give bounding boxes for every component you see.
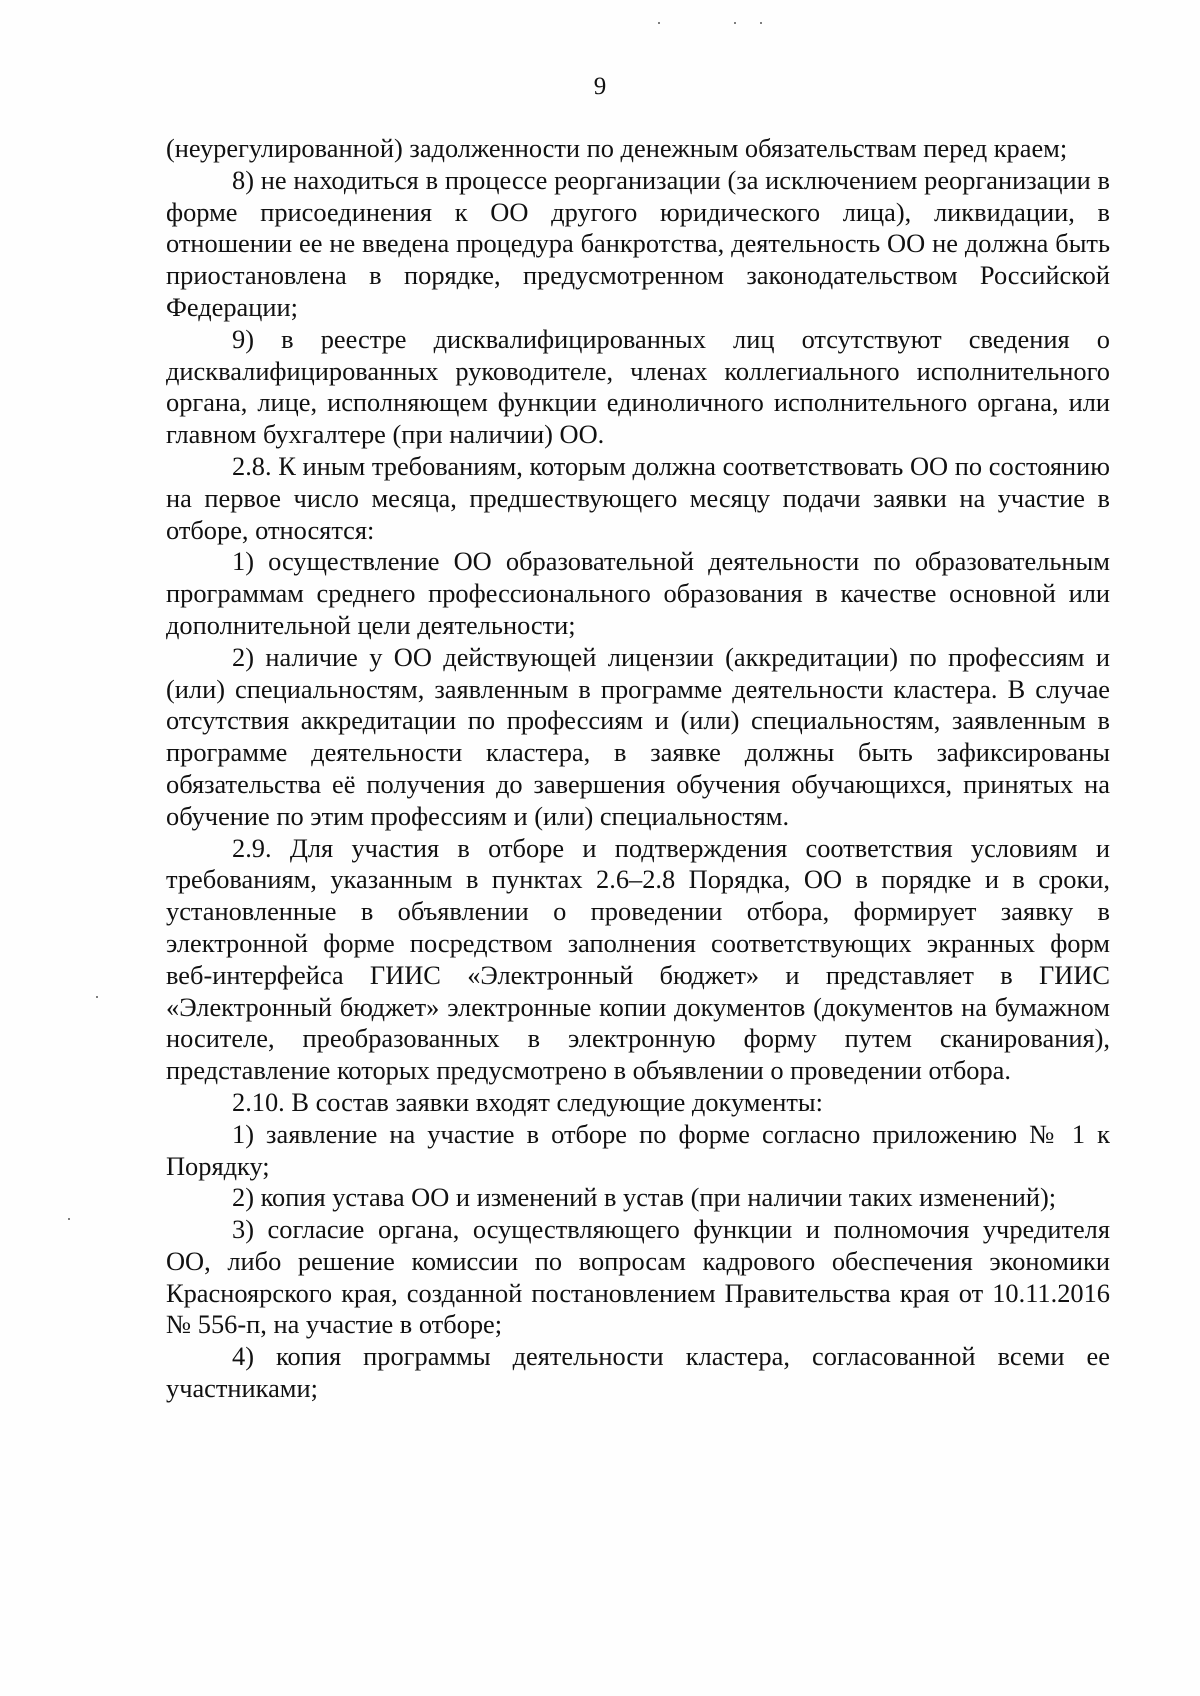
paragraph: 8) не находиться в процессе реорганизации (за исключением реорганизации в форме присоединения к ОО другого юридического лица), ликвидации, в отношении ее не введена процедура банкротства, деятельность ОО не должна быть приостановлена в порядке, предусмотренном законодательством Российской Федерации;: [166, 164, 1110, 322]
paragraph: 2.10. В состав заявки входят следующие документы:: [232, 1086, 823, 1117]
scan-speck: [760, 22, 762, 24]
scan-speck: [96, 996, 98, 998]
paragraph: 1) осуществление ОО образовательной деятельности по образовательным программам среднего профессионального образования в качестве основной или дополнительной цели деятельности;: [166, 546, 1110, 640]
scan-speck: [734, 22, 736, 24]
paragraph: 2) наличие у ОО действующей лицензии (аккредитации) по профессиям и (или) специальностям, заявленным в программе деятельности кластера. В случае отсутствия аккредитации по профессиям и (или) специальностям, заявленным в программе деятельности кластера, в заявке должны быть зафиксированы обязательства её получения до завершения обучения обучающихся, принятых на обучение по этим профессиям и (или) специальностям.: [166, 641, 1110, 831]
paragraph: 9) в реестре дисквалифицированных лиц отсутствуют сведения о дисквалифицированных руководителе, членах коллегиального исполнительного органа, лице, исполняющем функции единоличного исполнительного органа, или главном бухгалтере (при наличии) ОО.: [166, 323, 1110, 450]
paragraph: 2) копия устава ОО и изменений в устав (при наличии таких изменений);: [232, 1182, 1057, 1213]
paragraph: (неурегулированной) задолженности по денежным обязательствам перед краем;: [166, 133, 1068, 163]
paragraph: 3) согласие органа, осуществляющего функции и полномочия учредителя ОО, либо решение комиссии по вопросам кадрового обеспечения экономики Красноярского края, созданной постановлением Правительства края от 10.11.2016 № 556-п, на участие в отборе;: [166, 1214, 1110, 1340]
paragraph: 2.8. К иным требованиям, которым должна соответствовать ОО по состоянию на первое число месяца, предшествующего месяцу подачи заявки на участие в отборе, относятся:: [166, 450, 1110, 545]
scan-speck: [68, 1218, 70, 1220]
scan-speck: [658, 22, 660, 24]
document-body: [166, 133, 1110, 1405]
paragraph: 1) заявление на участие в отборе по форме согласно приложению № 1 к Порядку;: [166, 1118, 1110, 1181]
paragraph: 4) копия программы деятельности кластера, согласованной всеми ее участниками;: [166, 1341, 1110, 1404]
paragraph: 2.9. Для участия в отборе и подтверждения соответствия условиям и требованиям, указанным в пунктах 2.6–2.8 Порядка, ОО в порядке и в сроки, установленные в объявлении о проведении отбора, формирует заявку в электронной форме посредством заполнения соответствующих экранных форм веб-интерфейса ГИИС «Электронный бюджет» и представляет в ГИИС «Электронный бюджет» электронные копии документов (документов на бумажном носителе, преобразованных в электронную форму путем сканирования), представление которых предусмотрено в объявлении о проведении отбора.: [166, 832, 1110, 1086]
page-number: 9: [593, 73, 607, 100]
